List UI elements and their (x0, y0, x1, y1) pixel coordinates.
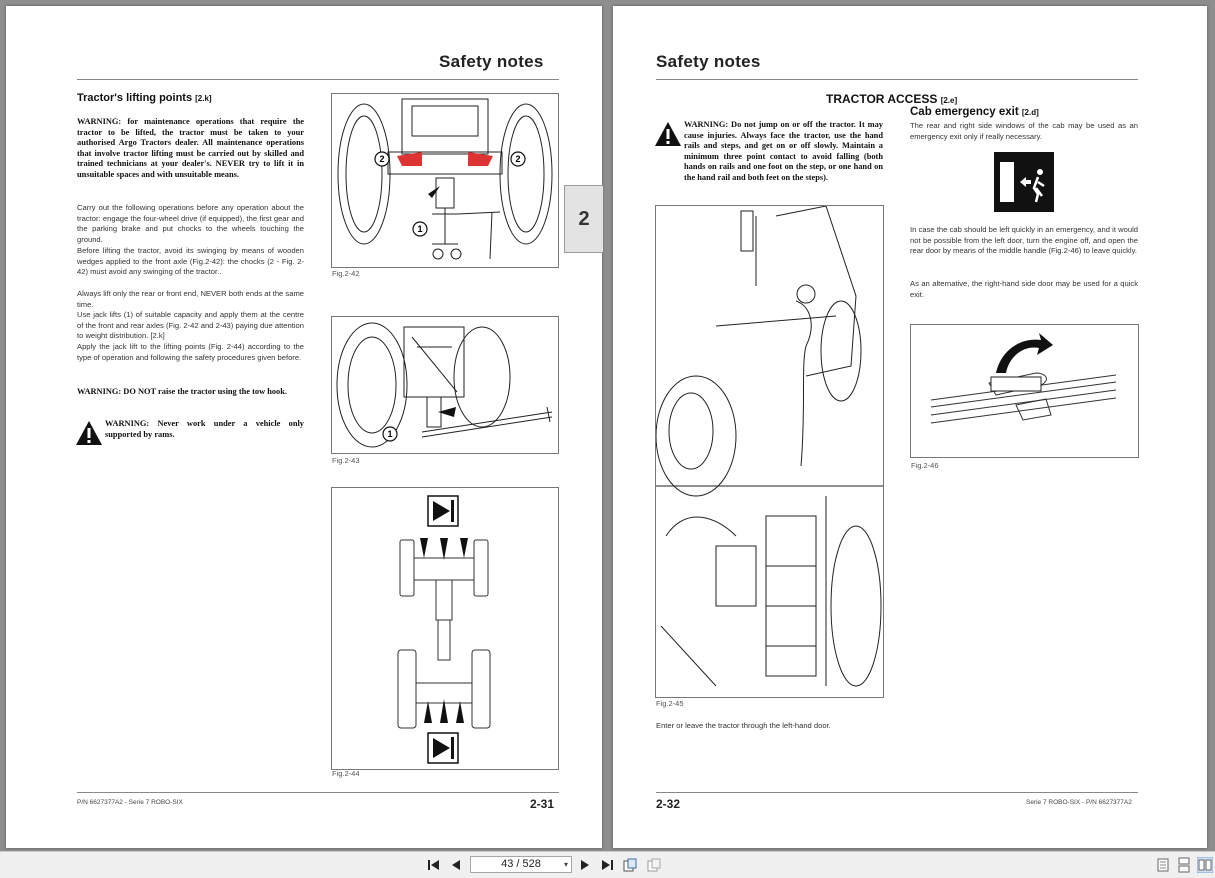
warning-lifting: WARNING: for maintenance operations that require the tractor to be lifted, the tractor must be taken to your authorised Argo Tractors dealer. All maintenance operations that involve tractor lifting must be carried out by skilled and trained technicians at your dealer's. NEVER try to lift it in unsuitable spaces and with unsuitable means. (77, 117, 304, 179)
warning-triangle-icon (654, 121, 682, 147)
section-ref: [2.k] (195, 94, 212, 103)
warning-triangle-icon (75, 420, 103, 446)
prev-page-icon[interactable] (448, 857, 464, 873)
emergency-exit-icon (994, 152, 1054, 212)
warning-rams: WARNING: Never work under a vehicle only supported by rams. (105, 419, 304, 439)
right-page (613, 6, 1207, 848)
page-number: 2-31 (530, 797, 555, 811)
continuous-icon[interactable] (1176, 857, 1192, 873)
rear-door-handle-illustration (911, 325, 1138, 457)
body-line-4: Apply the jack lift to the lifting points (Fig. 2-44) according to the type of operation and following the safety procedures given before. (77, 342, 304, 362)
page-number-value: 43 / 528 (501, 858, 541, 870)
page-title: Safety notes (439, 52, 544, 71)
alternative-exit-text: As an alternative, the right-hand side door may be used for a quick exit. (910, 279, 1138, 299)
title-rule (77, 79, 559, 80)
figure-caption-2-43: Fig.2-43 (332, 456, 360, 465)
figure-2-46 (910, 324, 1139, 458)
title-rule (656, 79, 1138, 80)
lifting-points-diagram (332, 488, 558, 769)
emergency-text: In case the cab should be left quickly in an emergency, and it would not be possible from the left door, turn the engine off, and open the rear door by means of the middle handle (Fig.2-46) to leave quickly. (910, 225, 1138, 256)
fit-page-icon[interactable] (622, 857, 638, 873)
fit-width-icon[interactable] (646, 857, 662, 873)
footer-rule (656, 792, 1138, 793)
two-page-icon[interactable] (1197, 857, 1213, 873)
next-page-icon[interactable] (577, 857, 593, 873)
sub-heading-text: Cab emergency exit (910, 106, 1019, 118)
tractor-rear-lifting-illustration (332, 317, 558, 453)
footer-part-number: P/N 6627377A2 - Serie 7 ROBO-SIX (77, 799, 183, 806)
figure-2-43 (331, 316, 559, 454)
figure-2-44 (331, 487, 559, 770)
navigation-toolbar (0, 851, 1215, 878)
body-paragraph: Carry out the following operations before any operation about the tractor: engage the four-wheel drive (if equipped), the first gear and the parking brake and put chocks to the wheels touching the ground. (77, 203, 304, 244)
sub-heading (910, 106, 1039, 118)
tractor-access-illustration (656, 206, 883, 697)
body-line-2: Always lift only the rear or front end, NEVER both ends at the same time. (77, 289, 304, 309)
chevron-down-icon[interactable]: ▾ (563, 860, 568, 869)
section-heading (826, 92, 957, 106)
figure-caption-2-45: Fig.2-45 (656, 699, 684, 708)
sub-ref: [2.d] (1021, 108, 1039, 117)
figure-caption-2-46: Fig.2-46 (911, 461, 939, 470)
footer-rule (77, 792, 559, 793)
warning-tow: WARNING: DO NOT raise the tractor using the tow hook. (77, 387, 287, 396)
single-page-icon[interactable] (1155, 857, 1171, 873)
body-line-3: Use jack lifts (1) of suitable capacity and apply them at the centre of the front and rear axles (Fig. 2-42 and 2-43) paying due attention to weight distribution. [2.k] (77, 310, 304, 341)
callout-2-right: 2 (515, 154, 521, 164)
body-line-1: Before lifting the tractor, avoid its swinging by means of wooden wedges applied to the front axle (Fig.2-42): the chocks (2 - Fig. 2-42) must avoid any swinging of the tractor.. (77, 246, 304, 277)
page-number: 2-32 (656, 797, 681, 811)
section-ref: [2.e] (940, 96, 958, 105)
section-heading-text: TRACTOR ACCESS (826, 92, 938, 106)
cab-exit-text: The rear and right side windows of the cab may be used as an emergency exit only if really necessary. (910, 121, 1138, 141)
callout-2-left: 2 (379, 154, 385, 164)
first-page-icon[interactable] (426, 857, 442, 873)
last-page-icon[interactable] (599, 857, 615, 873)
page-number-field[interactable] (470, 856, 572, 873)
footer-part-number: Serie 7 ROBO-SIX - P/N 6627377A2 (1026, 799, 1132, 806)
figure-2-42 (331, 93, 559, 268)
chapter-tab: 2 (564, 185, 603, 253)
left-page (6, 6, 602, 848)
section-heading (77, 92, 212, 104)
enter-leave-text: Enter or leave the tractor through the left-hand door. (656, 721, 831, 730)
figure-caption-2-42: Fig.2-42 (332, 269, 360, 278)
callout-1: 1 (417, 224, 423, 234)
figure-2-45 (655, 205, 884, 698)
page-title: Safety notes (656, 52, 761, 71)
tractor-front-lifting-illustration (332, 94, 558, 267)
warning-access: WARNING: Do not jump on or off the tractor. It may cause injuries. Always face the tractor, use the hand rails and steps, and get on or off slowly. Maintain a minimum three point contact to avoid falling (both hands on rails and one foot on the step, or one hand on the hand rail and both feet on the steps). (684, 120, 883, 182)
section-heading-text: Tractor's lifting points (77, 92, 193, 104)
callout-1-rear: 1 (387, 429, 393, 439)
figure-caption-2-44: Fig.2-44 (332, 769, 360, 778)
